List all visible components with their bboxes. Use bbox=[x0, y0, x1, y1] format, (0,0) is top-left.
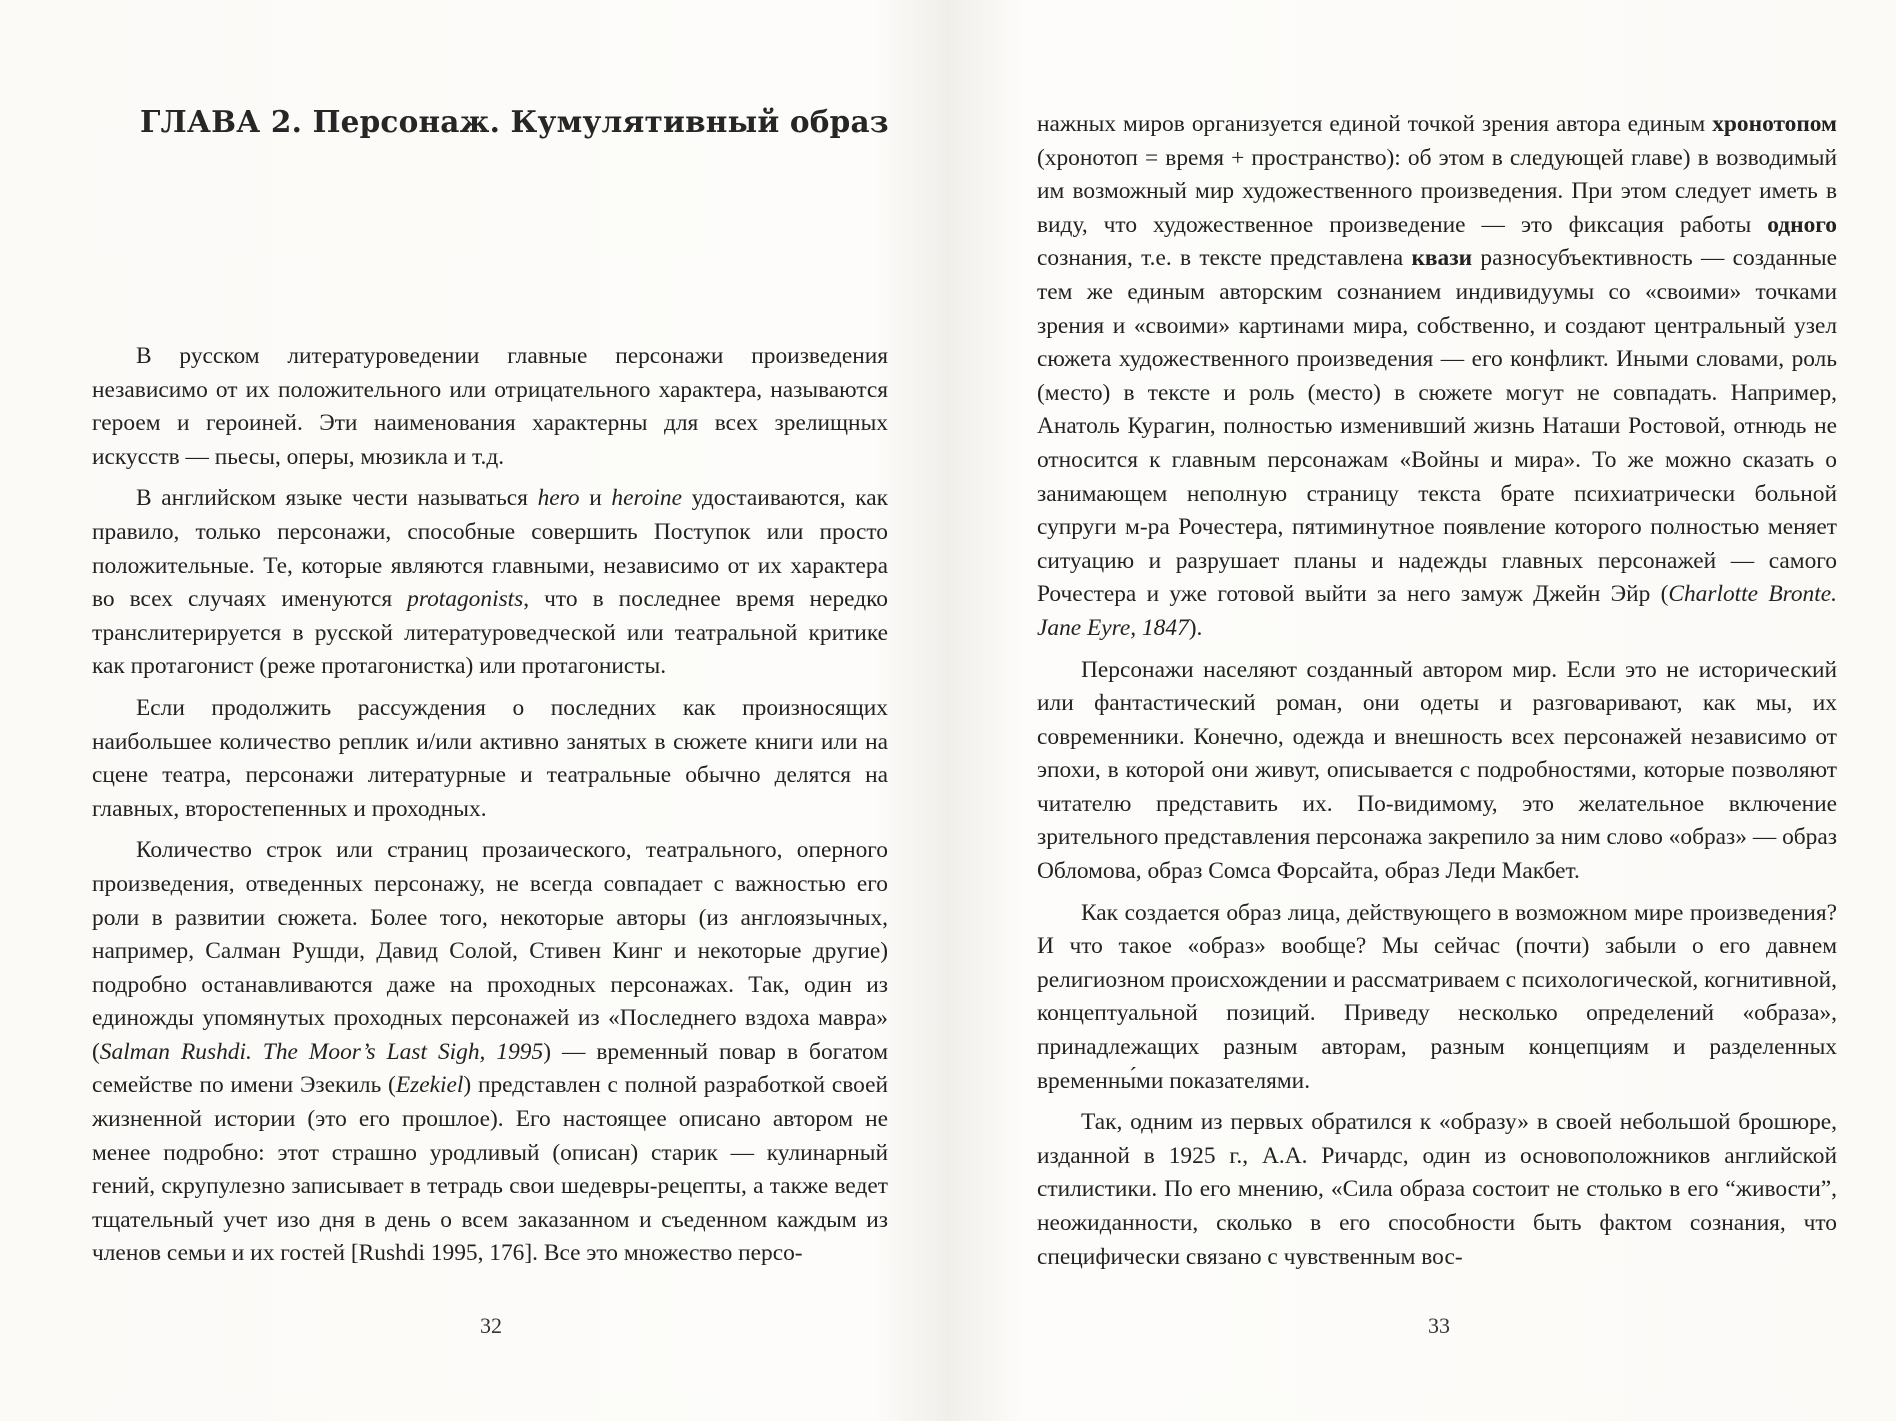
italic-text: Ezekiel bbox=[395, 1072, 464, 1099]
paragraph: В английском языке чести называться hero и heroine удостаиваются, как правило, только персонажи, способные совершить Поступок или просто положительные. Те, которые являются главными, независимо от их характера во всех случаях именуются protagonists, что в последнее время нередко транслитерируется в русской литературоведческой или театральной критике как протагонист (реже протагонистка) или протагонисты. bbox=[92, 485, 888, 680]
italic-text: hero bbox=[537, 485, 580, 512]
paragraph: В русском литературоведении главные персонажи произведения независимо от их положительного или отрицательного характера, называются героем и героиней. Эти наименования характерны для всех зрелищных искусств — пьесы, оперы, мюзикла и т.д. bbox=[92, 343, 888, 470]
bold-text: хронотопом bbox=[1712, 111, 1837, 137]
page-number: 33 bbox=[1428, 1313, 1450, 1338]
chapter-title: ГЛАВА 2. Персонаж. Кумулятивный образ bbox=[140, 104, 889, 139]
right-page-body bbox=[1037, 108, 1837, 1274]
italic-text: Salman Rushdi. The Moor’s Last Sigh, 1995 bbox=[99, 1038, 544, 1065]
paragraph: Если продолжить рассуждения о последних как произносящих наибольшее количество реплик и/или активно занятых в сюжете книги или на сцене театра, персонажи литературные и театральные обычно делятся на главных, второстепенных и проходных. bbox=[92, 694, 888, 822]
paragraph: Как создается образ лица, действующего в возможном мире произведения? И что такое «образ» вообще? Мы сейчас (почти) забыли о его давнем религиозном происхождении и рассматриваем с психологической, когнитивной, концептуальной позиций. Приведу несколько определений «образа», принадлежащих разным авторам, разным концепциям и разделенных временны́ми показателями. bbox=[1037, 899, 1837, 1094]
paragraph-continued: нажных миров организуется единой точкой зрения автора единым хронотопом (хронотоп = время + пространство): об этом в следующей главе) в возводимый им возможный мир художественного произведения. При этом следует иметь в виду, что художественное произведение — это фиксация работы одного сознания, т.е. в тексте представлена квази разносубъективность — созданные тем же единым авторским сознанием индивидуумы со «своими» точками зрения и «своими» картинами мира, собственно, и создают центральный узел сюжета художественного произведения — его конфликт. Иными словами, роль (место) в тексте и роль (место) в сюжете могут не совпадать. Например, Анатоль Курагин, полностью изменивший жизнь Наташи Ростовой, отнюдь не относится к главным персонажам «Войны и мира». То же можно сказать о занимающем неполную страницу текста брате психиатрически больной супруги м-ра Рочестера, пятиминутное появление которого полностью меняет ситуацию и разрушает планы и надежды главных персонажей — самого Рочестера и уже готовой выйти за него замуж Джейн Эйр (Charlotte Bronte. Jane Eyre, 1847). bbox=[1037, 111, 1837, 641]
bold-text: квази bbox=[1411, 245, 1473, 272]
italic-text: protagonists bbox=[407, 586, 524, 613]
paragraph: Количество строк или страниц прозаического, театрального, оперного произведения, отведенных персонажу, не всегда совпадает с важностью его роли в развитии сюжета. Более того, некоторые авторы (из англоязычных, например, Салман Рушди, Давид Солой, Стивен Кинг и некоторые другие) подробно останавливаются даже на проходных персонажах. Так, один из единожды упомянутых проходных персонажей из «Последнего вздоха мавра» (Salman Rushdi. The Moor’s Last Sigh, 1995) — временный повар в богатом семействе по имени Эзекиль (Ezekiel) представлен с полной разработкой своей жизненной истории (это его прошлое). Его настоящее описано автором не менее подробно: этот страшно уродливый (описан) старик — кулинарный гений, скрупулезно записывает в тетрадь свои шедевры-рецепты, а также ведет тщательный учет изо дня в день о всем заказанном и съеденном каждым из членов семьи и их гостей [Rushdi 1995, 176]. Все это множество персо- bbox=[92, 837, 888, 1267]
bold-text: одного bbox=[1767, 211, 1837, 238]
paragraph: Так, одним из первых обратился к «образу» в своей небольшой брошюре, изданной в 1925 г., А.А. Ричардс, один из основоположников английской стилистики. По его мнению, «Сила образа состоит не столько в его “живости”, неожиданности, сколько в его способности быть фактом сознания, что специфически связано с чувственным вос- bbox=[1037, 1109, 1837, 1270]
italic-text: Charlotte Bronte. Jane Eyre, 1847 bbox=[1037, 581, 1837, 641]
left-page bbox=[92, 0, 888, 1421]
paragraph: Персонажи населяют созданный автором мир. Если это не исторический или фантастический роман, они одеты и разговаривают, как мы, их современники. Конечно, одежда и внешность всех персонажей независимо от эпохи, в которой они живут, описывается с подробностями, которые позволяют читателю представить их. По-видимому, это желательное включение зрительного представления персонажа закрепило за ним слово «образ» — образ Обломова, образ Сомса Форсайта, образ Леди Макбет. bbox=[1037, 656, 1837, 885]
italic-text: heroine bbox=[611, 485, 682, 512]
left-page-body bbox=[92, 340, 888, 1271]
right-page bbox=[1037, 0, 1837, 1421]
page-number: 32 bbox=[480, 1313, 502, 1338]
